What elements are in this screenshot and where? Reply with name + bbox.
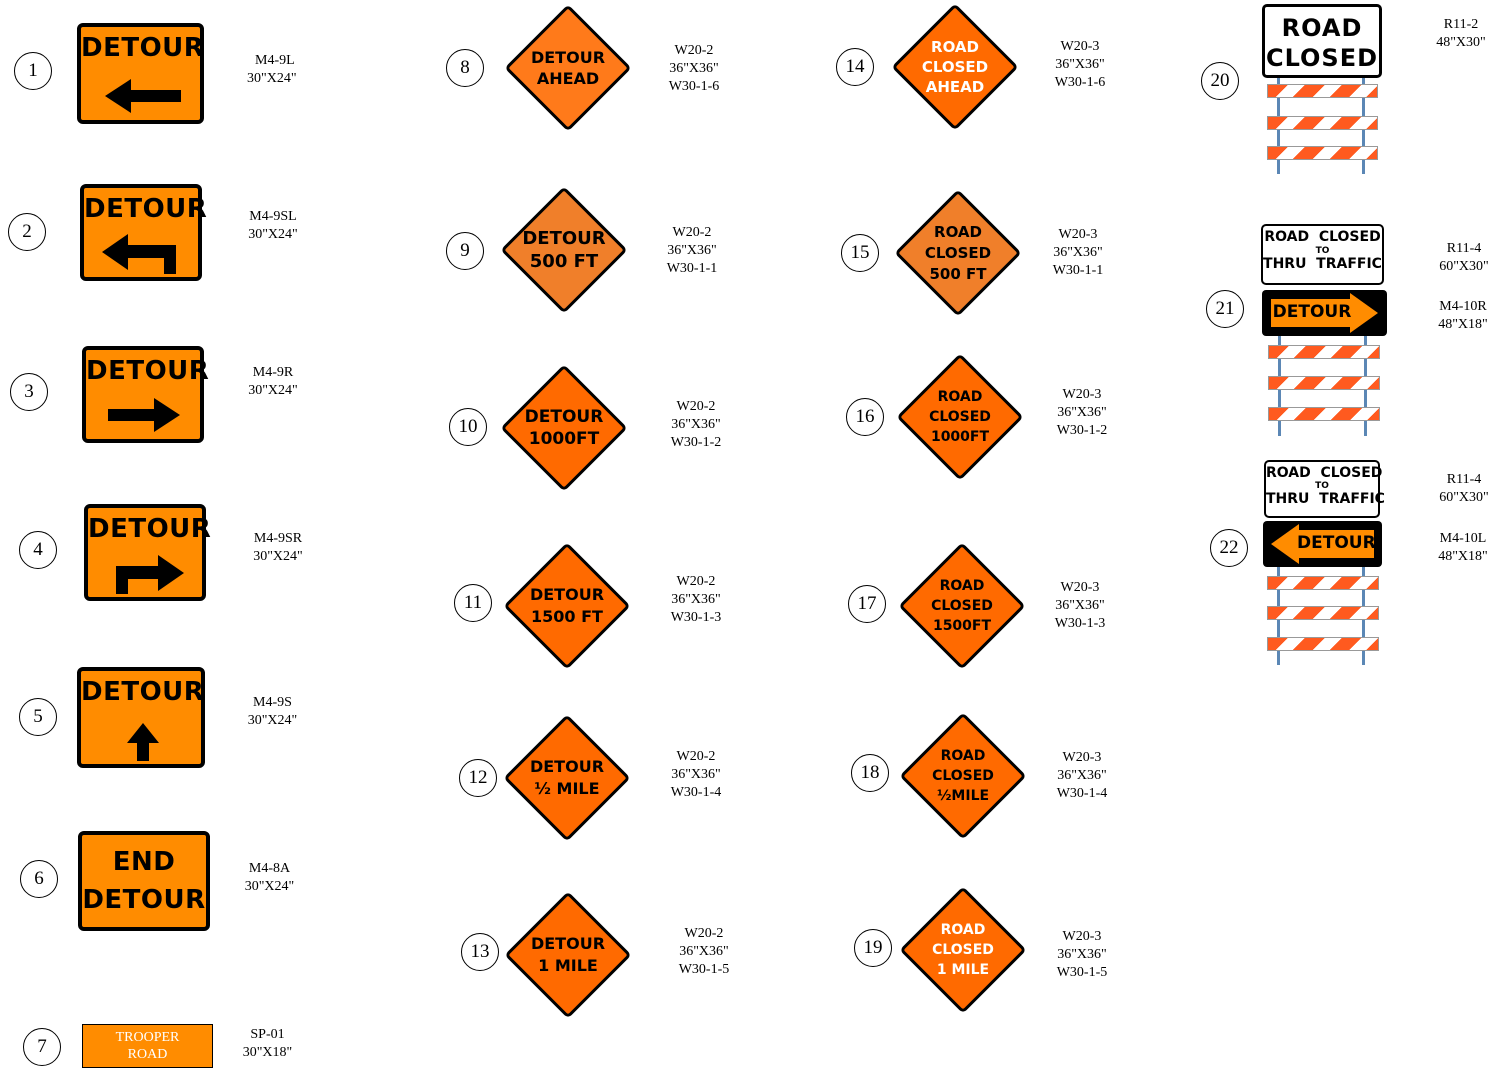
up-left-arrow-icon (84, 228, 204, 278)
barricade-rail (1267, 146, 1378, 160)
sign-text: ROAD (939, 578, 985, 594)
sign-text: DETOUR (86, 356, 210, 386)
detour-ahead-diamond (505, 5, 631, 131)
item-number: 18 (851, 754, 889, 792)
item-number: 16 (846, 398, 884, 436)
up-right-arrow-icon (88, 548, 208, 598)
sign-text: CLOSED (924, 243, 992, 262)
sign-text: AHEAD (536, 69, 600, 88)
sign-code: W20-2 36"X36" W30-1-1 (666, 225, 718, 276)
sign-code: W20-3 36"X36" W30-1-4 (1056, 750, 1108, 801)
detour-upright-sign (84, 504, 212, 601)
sign-text: DETOUR (1272, 302, 1352, 322)
item-number: 21 (1206, 290, 1244, 328)
sign-text: THRU TRAFFIC (1263, 256, 1382, 272)
barricade-rail (1267, 576, 1379, 590)
sign-text: ½ MILE (534, 779, 600, 798)
item-number: 10 (449, 408, 487, 446)
sign-text: CLOSED (931, 598, 993, 614)
sign-text: CLOSED (921, 58, 989, 76)
sign-text: CLOSED (932, 942, 994, 958)
barricade-rail (1267, 637, 1379, 651)
road-closed-half-mile-diamond (900, 713, 1026, 839)
sign-code: SP-01 30"X18" (242, 1027, 293, 1060)
sign-code: W20-3 36"X36" W30-1-1 (1052, 227, 1104, 278)
sign-text: DETOUR (529, 757, 605, 776)
trooper-road-sign (82, 1024, 213, 1068)
sign-text: DETOUR (530, 48, 606, 67)
sign-text: ROAD (127, 1047, 168, 1062)
sign-code: M4-9S 30"X24" (247, 695, 298, 728)
sign-text: DETOUR (84, 194, 208, 224)
sign-code: W20-3 36"X36" W30-1-5 (1056, 929, 1108, 980)
sign-text: 1500 FT (531, 607, 603, 626)
sign-text: ROAD (934, 222, 982, 241)
barricade-rail (1268, 345, 1380, 359)
barricade-rail (1268, 376, 1380, 390)
sign-text: ROAD CLOSED (1266, 465, 1383, 481)
sign-text: ROAD (1281, 14, 1363, 42)
sign-text: 1000FT (930, 429, 990, 445)
item-number: 22 (1210, 529, 1248, 567)
sign-code: W20-2 36"X36" W30-1-2 (670, 399, 722, 450)
sign-text: 1000FT (528, 429, 600, 449)
item-number: 5 (19, 698, 57, 736)
barricade-rail (1268, 407, 1380, 421)
road-closed-1-mile-diamond (900, 887, 1026, 1013)
sign-text: CLOSED (1265, 44, 1379, 72)
sign-text: ROAD (940, 922, 986, 938)
barricade-rail (1267, 606, 1379, 620)
up-arrow-icon (81, 711, 201, 767)
sign-text: THRU TRAFFIC (1266, 491, 1385, 507)
item-number: 2 (8, 213, 46, 251)
sign-text: ROAD (937, 389, 983, 405)
item-number: 6 (20, 860, 58, 898)
sign-text: 1500FT (932, 618, 992, 634)
road-closed-thru-traffic-sign (1261, 224, 1384, 285)
sign-code: M4-9L 30"X24" (247, 53, 297, 86)
sign-code: M4-9SL 30"X24" (248, 209, 298, 242)
sign-code: M4-8A 30"X24" (244, 861, 295, 894)
sign-text: ROAD (931, 38, 979, 56)
road-closed-sign (1262, 4, 1382, 78)
sign-text: DETOUR (529, 585, 605, 604)
sign-code: M4-9SR 30"X24" (253, 531, 303, 564)
item-number: 17 (848, 585, 886, 623)
sign-code: W20-3 36"X36" W30-1-6 (1054, 39, 1106, 90)
detour-500ft-diamond (501, 187, 627, 313)
detour-half-mile-diamond (504, 715, 630, 841)
detour-1500ft-diamond (504, 543, 630, 669)
sign-text: TROOPER (115, 1030, 180, 1045)
sign-text: AHEAD (925, 78, 985, 96)
sign-code: M4-9R 30"X24" (248, 365, 298, 398)
item-number: 14 (836, 48, 874, 86)
sign-text: TO (1315, 246, 1330, 256)
item-number: 15 (841, 234, 879, 272)
sign-text: TO (1315, 481, 1329, 491)
item-number: 9 (446, 232, 484, 270)
sign-code: M4-10R 48"X18" (1438, 299, 1488, 332)
sign-text: CLOSED (932, 768, 994, 784)
end-detour-sign (78, 831, 210, 931)
sign-text: CLOSED (929, 409, 991, 425)
sign-text: 500 FT (529, 251, 599, 272)
item-number: 3 (10, 373, 48, 411)
road-closed-ahead-diamond (892, 4, 1018, 130)
sign-text: DETOUR (81, 677, 205, 707)
sign-code: R11-4 60"X30" (1439, 241, 1489, 274)
item-number: 12 (459, 759, 497, 797)
item-number: 13 (461, 933, 499, 971)
road-closed-thru-traffic-sign (1264, 460, 1385, 518)
sign-text: ROAD (940, 748, 986, 764)
detour-right-sign (82, 346, 210, 443)
sign-text: 500 FT (929, 264, 987, 283)
item-number: 8 (446, 49, 484, 87)
item-number: 7 (23, 1028, 61, 1066)
sign-code: W20-2 36"X36" W30-1-3 (670, 574, 722, 625)
sign-text: 1 MILE (936, 962, 990, 978)
sign-text: ½MILE (936, 788, 990, 804)
detour-left-black-sign (1263, 521, 1382, 567)
item-number: 19 (854, 929, 892, 967)
sign-code: R11-4 60"X30" (1439, 472, 1489, 505)
sign-text: DETOUR (82, 885, 206, 915)
sign-text: DETOUR (88, 514, 212, 544)
sign-text: END (112, 847, 176, 877)
detour-left-sign (77, 23, 204, 124)
detour-1-mile-diamond (505, 892, 631, 1018)
barricade-rail (1267, 116, 1378, 130)
sign-code: M4-10L 48"X18" (1438, 531, 1488, 564)
detour-1000ft-diamond (501, 365, 627, 491)
road-closed-1000ft-diamond (897, 354, 1023, 480)
sign-text: DETOUR (530, 934, 606, 953)
detour-upleft-sign (80, 184, 208, 281)
sign-code: W20-2 36"X36" W30-1-6 (668, 43, 720, 94)
sign-code: W20-3 36"X36" W30-1-2 (1056, 387, 1108, 438)
sign-text: DETOUR (81, 33, 205, 63)
barricade-rail (1267, 84, 1378, 98)
detour-up-sign (77, 667, 205, 768)
sign-text: DETOUR (1297, 533, 1376, 553)
sign-text: DETOUR (524, 407, 604, 427)
item-number: 1 (14, 52, 52, 90)
right-arrow-icon (86, 390, 206, 440)
sign-code: W20-2 36"X36" W30-1-5 (678, 926, 730, 977)
detour-right-black-sign (1262, 290, 1387, 336)
item-number: 4 (19, 531, 57, 569)
item-number: 20 (1201, 62, 1239, 100)
sign-code: R11-2 48"X30" (1436, 17, 1486, 50)
item-number: 11 (454, 584, 492, 622)
sign-text: 1 MILE (538, 956, 598, 975)
sign-text: DETOUR (522, 228, 606, 249)
road-closed-500ft-diamond (895, 190, 1021, 316)
sign-text: ROAD CLOSED (1264, 229, 1381, 245)
sign-code: W20-2 36"X36" W30-1-4 (670, 749, 722, 800)
road-closed-1500ft-diamond (899, 543, 1025, 669)
sign-code: W20-3 36"X36" W30-1-3 (1054, 580, 1106, 631)
left-arrow-icon (81, 71, 201, 121)
